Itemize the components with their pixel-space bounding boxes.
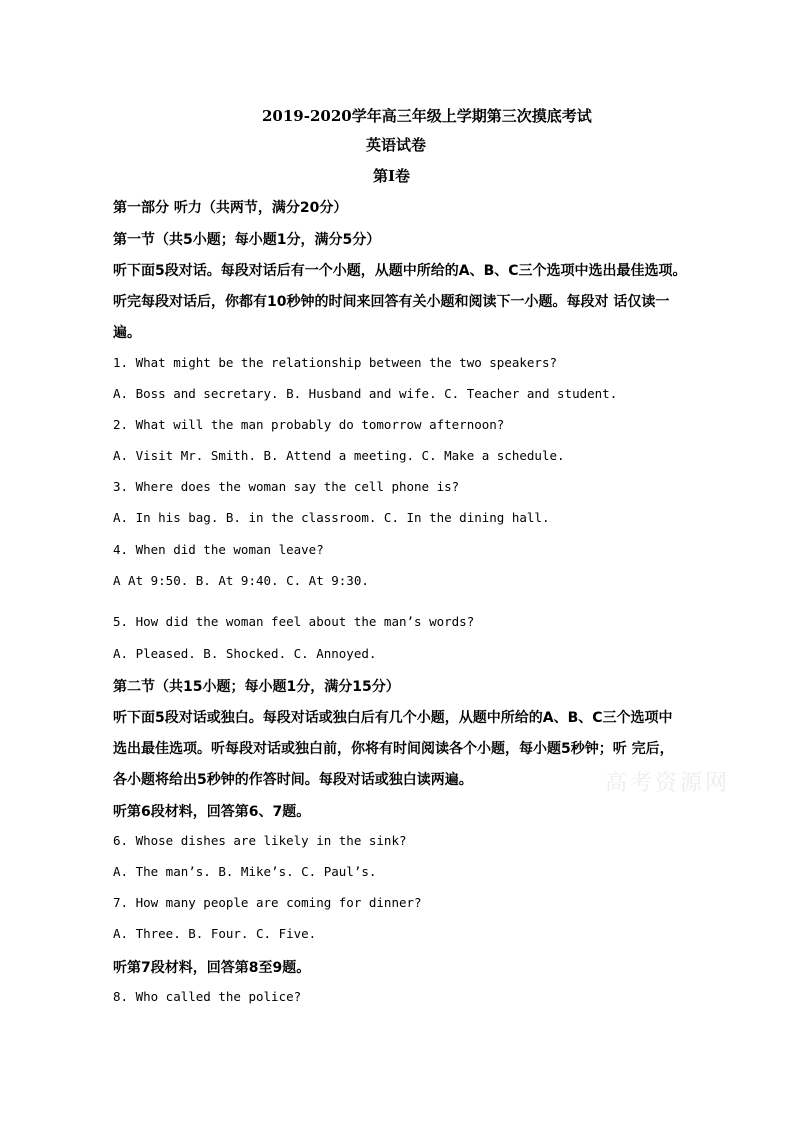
question-7-options: A. Three. B. Four. C. Five. [113, 926, 317, 941]
material-7-heading: 听第7段材料，回答第8至9题。 [113, 960, 311, 976]
material-6-heading: 听第6段材料，回答第6、7题。 [113, 804, 311, 820]
question-4-options: A At 9:50. B. At 9:40. C. At 9:30. [113, 573, 369, 588]
question-7: 7. How many people are coming for dinner? [113, 895, 422, 910]
question-2-options: A. Visit Mr. Smith. B. Attend a meeting. C. Make a schedule. [113, 448, 565, 463]
part1-heading: 第一部分 听力（共两节，满分20分） [113, 200, 348, 216]
question-5: 5. How did the woman feel about the man’s words? [113, 614, 475, 629]
section1-instruction-line: 遍。 [113, 325, 141, 341]
exam-volume: 第Ⅰ卷 [373, 167, 411, 185]
question-6-options: A. The man’s. B. Mike’s. C. Paul’s. [113, 864, 377, 879]
section1-heading: 第一节（共5小题；每小题1分，满分5分） [113, 232, 381, 248]
question-1: 1. What might be the relationship between the two speakers? [113, 355, 558, 370]
exam-subject: 英语试卷 [366, 136, 427, 154]
question-3-options: A. In his bag. B. in the classroom. C. In the dining hall. [113, 510, 550, 525]
question-4: 4. When did the woman leave? [113, 542, 324, 557]
section1-instruction-line: 听完每段对话后，你都有10秒钟的时间来回答有关小题和阅读下一小题。每段对 话仅读一 [113, 294, 670, 310]
question-6: 6. Whose dishes are likely in the sink? [113, 833, 407, 848]
exam-title: 2019-2020学年高三年级上学期第三次摸底考试 [262, 107, 592, 125]
question-3: 3. Where does the woman say the cell phone is? [113, 479, 460, 494]
question-2: 2. What will the man probably do tomorrow afternoon? [113, 417, 505, 432]
section2-heading: 第二节（共15小题；每小题1分，满分15分） [113, 679, 400, 695]
section2-instruction-line: 各小题将给出5秒钟的作答时间。每段对话或独白读两遍。 [113, 772, 473, 788]
watermark: 高考资源网 [605, 771, 731, 796]
section2-instruction-line: 听下面5段对话或独白。每段对话或独白后有几个小题，从题中所给的A、B、C三个选项中 [113, 710, 673, 726]
question-1-options: A. Boss and secretary. B. Husband and wife. C. Teacher and student. [113, 386, 618, 401]
question-8: 8. Who called the police? [113, 989, 302, 1004]
section1-instruction-line: 听下面5段对话。每段对话后有一个小题，从题中所给的A、B、C三个选项中选出最佳选项。 [113, 263, 687, 279]
section2-instruction-line: 选出最佳选项。听每段对话或独白前，你将有时间阅读各个小题，每小题5秒钟；听 完后， [113, 741, 674, 757]
question-5-options: A. Pleased. B. Shocked. C. Annoyed. [113, 646, 377, 661]
